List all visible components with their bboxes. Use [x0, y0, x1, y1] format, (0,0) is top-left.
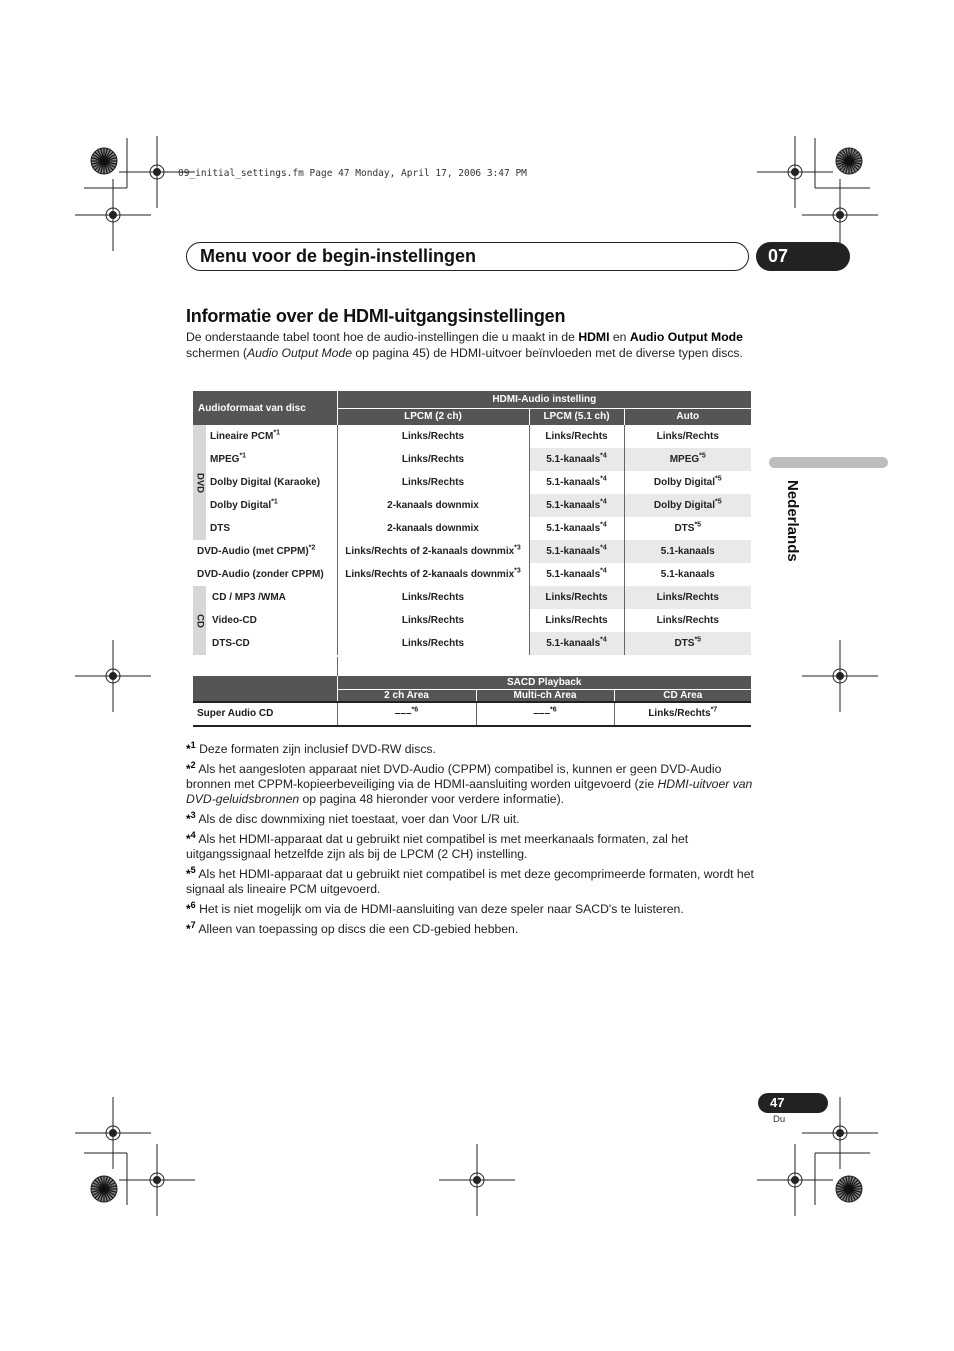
page-language: Du	[773, 1114, 786, 1125]
side-tab-bar	[769, 457, 888, 468]
table-row	[193, 540, 751, 563]
crosshair-mark	[75, 1097, 151, 1169]
cell-lpcm-51ch: 5.1-kanaals$^{*4}$	[529, 494, 624, 517]
intro-text: schermen (	[186, 345, 247, 360]
col-lpcm-51ch: LPCM (5.1 ch)	[529, 408, 624, 425]
footnote-marker: *$^7$	[186, 920, 196, 936]
dvd-group-label: DVD	[193, 425, 206, 540]
sacd-playback-table	[193, 676, 751, 727]
table-row	[193, 471, 751, 494]
row-label: MPEG$^{*1}$	[206, 448, 337, 471]
footnotes	[186, 742, 758, 942]
cell-auto: Links/Rechts	[624, 586, 751, 609]
crosshair-mark	[802, 179, 878, 251]
crosshair-mark	[802, 640, 878, 712]
footnote-marker: *$^1$	[186, 740, 196, 756]
intro-italic: Audio Output Mode	[246, 345, 352, 360]
cell-auto: Dolby Digital$^{*5}$	[653, 475, 722, 488]
header-title: Menu voor de begin-instellingen	[200, 246, 477, 266]
cell-lpcm-2ch: Links/Rechts	[337, 632, 529, 655]
col-lpcm-2ch: LPCM (2 ch)	[337, 408, 529, 425]
intro-text: De onderstaande tabel toont hoe de audio-instellingen die u maakt in de	[186, 330, 579, 344]
cell-lpcm-2ch: Links/Rechts of 2-kanaals downmix$^{*3}$	[337, 563, 529, 586]
footnote: *$^4$ Als het HDMI-apparaat dat u gebruikt niet compatibel is met meerkanaals formaten, zal het uitgangssignaal hetzelfde zijn als bij de LPCM (2 CH) instelling.	[186, 830, 689, 861]
cd-group-label: CD	[193, 586, 206, 655]
footnote: *$^2$ Als het aangesloten apparaat niet DVD-Audio (CPPM) compatibel is, kunnen er geen DVD-Audio bronnen met CPPM-kopieerbeveiliging via de HDMI-aansluiting worden uitgevoerd (zie HDMI-uitvoer van DVD-geluidsbronnen op pagina 48 hieronder voor verdere informatie).	[186, 760, 753, 806]
cell-lpcm-2ch: Links/Rechts of 2-kanaals downmix$^{*3}$	[337, 540, 529, 563]
cell-lpcm-51ch: Links/Rechts	[529, 586, 624, 609]
cell-lpcm-51ch: Links/Rechts	[529, 609, 624, 632]
cell-multi: –––$^{*6}$	[476, 702, 614, 726]
crosshair-mark	[119, 1144, 195, 1216]
cell-2ch: –––$^{*6}$	[337, 702, 476, 726]
cell-auto: DTS$^{*5}$	[624, 632, 751, 655]
col-cd-area: CD Area	[614, 689, 751, 702]
cell-cd: Links/Rechts$^{*7}$	[614, 702, 751, 726]
col-multi-ch-area: Multi-ch Area	[476, 689, 614, 702]
intro-bold-mode: Audio Output Mode	[629, 330, 743, 344]
cell-auto: 5.1-kanaals	[660, 569, 715, 580]
footnote-marker: *$^2$	[186, 760, 196, 776]
cell-lpcm-2ch: Links/Rechts	[337, 609, 529, 632]
color-target-mark	[91, 1176, 117, 1202]
group-header-hdmi-audio: HDMI-Audio instelling	[337, 391, 751, 408]
cell-lpcm-2ch: 2-kanaals downmix	[337, 494, 529, 517]
cell-lpcm-51ch: 5.1-kanaals$^{*4}$	[529, 517, 624, 540]
footnote-marker: *$^3$	[186, 810, 196, 826]
table-row	[193, 609, 751, 632]
page-number: 47	[758, 1093, 828, 1113]
crosshair-mark	[757, 1144, 833, 1216]
row-label: DVD-Audio (zonder CPPM)	[193, 563, 337, 586]
footnote: *$^5$ Als het HDMI-apparaat dat u gebruikt niet compatibel is met deze gecomprimeerde formaten, wordt het signaal als lineaire PCM uitgevoerd.	[186, 865, 754, 896]
row-label: DTS-CD	[206, 632, 337, 655]
cell-auto: Links/Rechts	[656, 431, 719, 442]
section-title: Informatie over de HDMI-uitgangsinstellingen	[186, 306, 566, 326]
cell-auto: 5.1-kanaals	[624, 540, 751, 563]
side-tab	[769, 480, 809, 590]
row-label: CD / MP3 /WMA	[206, 586, 337, 609]
cell-lpcm-51ch: 5.1-kanaals$^{*4}$	[529, 471, 624, 494]
crosshair-mark	[439, 1144, 515, 1216]
col-auto: Auto	[624, 408, 751, 425]
cell-auto: DTS$^{*5}$	[674, 521, 702, 534]
cell-lpcm-2ch: Links/Rechts	[337, 471, 529, 494]
print-info: 09_initial_settings.fm Page 47 Monday, April 17, 2006 3:47 PM	[178, 168, 527, 179]
crosshair-mark	[75, 640, 151, 712]
intro-text: op pagina 45) de HDMI-uitvoer beïnvloeden met de diverse typen discs.	[352, 345, 743, 360]
table-row	[193, 494, 751, 517]
footnote-marker: *$^6$	[186, 900, 196, 916]
color-target-mark	[836, 148, 862, 174]
cell-lpcm-51ch: 5.1-kanaals$^{*4}$	[529, 448, 624, 471]
row-label: DTS	[206, 517, 337, 540]
footnote: *$^6$ Het is niet mogelijk om via de HDMI-aansluiting van deze speler naar SACD's te luisteren.	[186, 900, 684, 916]
footnote: *$^1$ Deze formaten zijn inclusief DVD-RW discs.	[186, 740, 436, 756]
col-2ch-area: 2 ch Area	[337, 689, 476, 702]
table-row	[193, 632, 751, 655]
footnote-marker: *$^5$	[186, 865, 196, 881]
cell-lpcm-2ch: Links/Rechts	[337, 448, 529, 471]
cell-auto: MPEG$^{*5}$	[624, 448, 751, 471]
footnote: *$^7$ Alleen van toepassing op discs die een CD-gebied hebben.	[186, 920, 519, 936]
row-label: DVD-Audio (met CPPM)$^{*2}$	[193, 540, 337, 563]
cell-lpcm-2ch: Links/Rechts	[337, 425, 529, 448]
chapter-number: 07	[756, 242, 850, 271]
color-target-mark	[91, 148, 117, 174]
sacd-blank-header	[193, 676, 337, 702]
table-row	[193, 448, 751, 471]
side-tab-label: Nederlands	[784, 480, 801, 562]
cell-lpcm-2ch: Links/Rechts	[337, 586, 529, 609]
row-label: Lineaire PCM$^{*1}$	[206, 425, 337, 448]
col-audio-format: Audioformaat van disc	[193, 391, 337, 425]
cell-lpcm-51ch: Links/Rechts	[529, 425, 624, 448]
table-row	[193, 586, 751, 609]
hdmi-audio-table	[193, 391, 751, 655]
cell-lpcm-51ch: 5.1-kanaals$^{*4}$	[529, 563, 624, 586]
row-label: Dolby Digital$^{*1}$	[206, 494, 337, 517]
table-divider	[337, 657, 338, 676]
color-target-mark	[836, 1176, 862, 1202]
row-label: Video-CD	[206, 609, 337, 632]
intro-text: en	[609, 330, 630, 344]
table-row	[193, 517, 751, 540]
cell-lpcm-51ch: 5.1-kanaals$^{*4}$	[529, 632, 624, 655]
cell-lpcm-51ch: 5.1-kanaals$^{*4}$	[529, 540, 624, 563]
intro-bold-hdmi: HDMI	[578, 330, 610, 344]
crosshair-mark	[75, 179, 151, 251]
row-label: Dolby Digital (Karaoke)	[206, 471, 337, 494]
footnote: *$^3$ Als de disc downmixing niet toestaat, voer dan Voor L/R uit.	[186, 810, 520, 826]
cell-auto: Links/Rechts	[656, 615, 719, 626]
footnote-marker: *$^4$	[186, 830, 196, 846]
cell-lpcm-2ch: 2-kanaals downmix	[337, 517, 529, 540]
cell-auto: Dolby Digital$^{*5}$	[624, 494, 751, 517]
crosshair-mark	[757, 136, 833, 208]
row-label: Super Audio CD	[193, 702, 337, 726]
table-row	[193, 563, 751, 586]
group-header-sacd: SACD Playback	[337, 676, 751, 689]
table-row	[193, 702, 751, 726]
table-row	[193, 425, 751, 448]
intro-paragraph	[186, 330, 758, 361]
